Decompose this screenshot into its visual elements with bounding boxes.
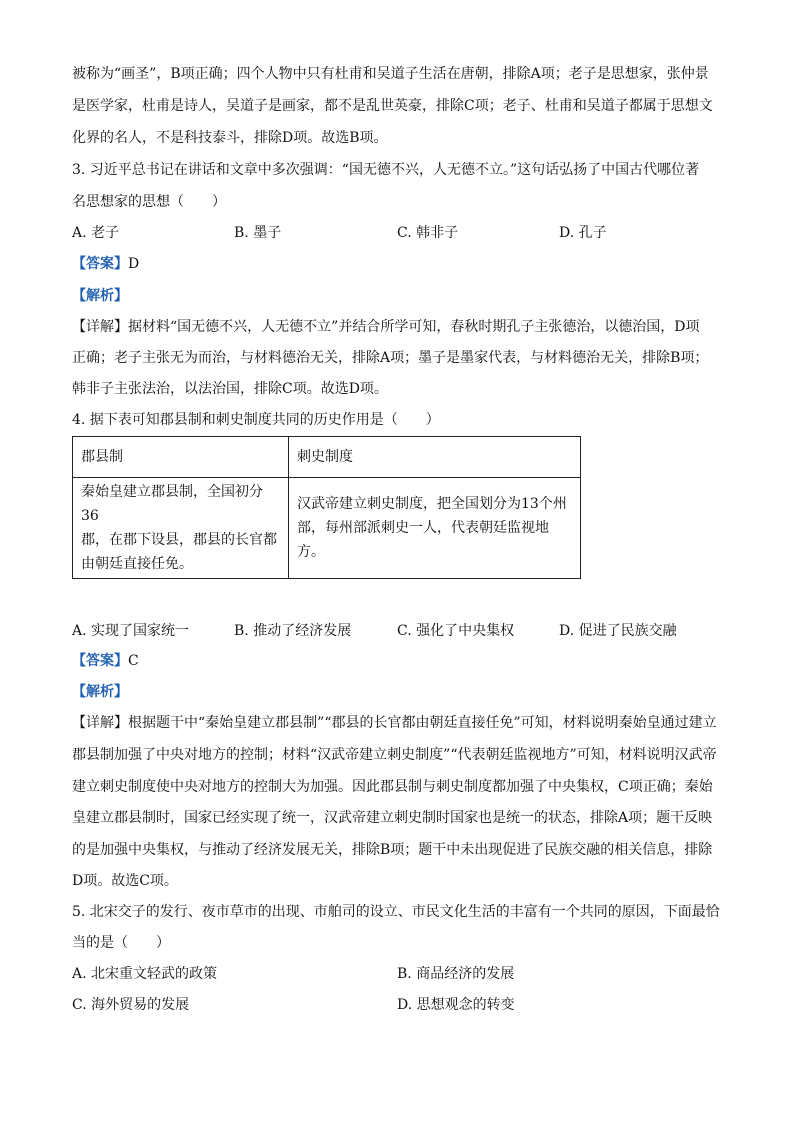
detail-text: 据材料“国无德不兴，人无德不立”并结合所学可知，春秋时期孔子主张德治，以德治国，D项: [128, 319, 700, 335]
detail-tag: 【详解】: [72, 715, 128, 731]
q3-stem-line-2: 名思想家的思想（ ）: [72, 194, 226, 210]
detail-text: 根据题干中“秦始皇建立郡县制”“郡县的长官都由朝廷直接任免”可知，材料说明秦始皇通过建立: [128, 715, 717, 731]
detail-tag: 【详解】: [72, 319, 128, 335]
answer-tag: 【答案】: [72, 256, 128, 272]
q3-detail-line-1: [72, 317, 724, 337]
q3-answer: [72, 254, 724, 274]
q4-detail-line-1: [72, 713, 724, 733]
q4-option-b: B. 推动了经济发展: [234, 623, 352, 639]
q3-option-b: B. 墨子: [234, 225, 282, 241]
q5-option-d: D. 思想观念的转变: [397, 997, 515, 1013]
table-cell: [73, 478, 289, 579]
q5-option-b: B. 商品经济的发展: [397, 966, 515, 982]
table-cell: [289, 478, 581, 579]
prev-detail-line-1: 被称为“画圣”，B项正确；四个人物中只有杜甫和吴道子生活在唐朝，排除A项；老子是思想家，张仲景: [72, 66, 709, 82]
q4-option-a: A. 实现了国家统一: [72, 623, 190, 639]
q5-option-a: A. 北宋重文轻武的政策: [72, 966, 218, 982]
q4-detail-line-6: D项。故选C项。: [72, 873, 178, 889]
q4-stem: 4. 据下表可知郡县制和刺史制度共同的历史作用是（ ）: [72, 412, 440, 428]
table-cell-line: 汉武帝建立刺史制度，把全国划分为13个州: [297, 496, 567, 512]
analysis-tag: 【解析】: [72, 684, 128, 700]
q3-option-c: C. 韩非子: [397, 225, 459, 241]
q3-option-a: A. 老子: [72, 225, 120, 241]
table-cell-line: 部，每州部派刺史一人，代表朝廷监视地方。: [297, 520, 549, 560]
table-header-cell: 郡县制: [73, 437, 289, 478]
q3-detail-line-2: 正确；老子主张无为而治，与材料德治无关，排除A项；墨子是墨家代表，与材料德治无关，排除B项；: [72, 350, 709, 366]
table-cell-line: 由朝廷直接任免。: [81, 556, 193, 572]
q4-analysis: [72, 682, 724, 702]
q4-detail-line-3: 建立刺史制度使中央对地方的控制大为加强。因此郡县制与刺史制度都加强了中央集权，C项正确；秦始: [72, 779, 713, 795]
table-header-cell: 刺史制度: [289, 437, 581, 478]
q5-stem-line-2: 当的是（ ）: [72, 935, 170, 951]
q5-stem-line-1: 5. 北宋交子的发行、夜市草市的出现、市舶司的设立、市民文化生活的丰富有一个共同的原因，下面最恰: [72, 904, 720, 920]
table-cell-line: 秦始皇建立郡县制，全国初分36: [81, 484, 263, 524]
q3-analysis: [72, 286, 724, 306]
q4-detail-line-4: 皇建立郡县制时，国家已经实现了统一，汉武帝建立刺史制时国家也是统一的状态，排除A项；题干反映: [72, 810, 713, 826]
comparison-table: [72, 436, 581, 579]
q5-option-c: C. 海外贸易的发展: [72, 997, 190, 1013]
q3-detail-line-3: 韩非子主张法治，以法治国，排除C项。故选D项。: [72, 381, 388, 397]
q4-detail-line-5: 的是加强中央集权，与推动了经济发展无关，排除B项；题干中未出现促进了民族交融的相关信息，排除: [72, 842, 713, 858]
table-row: [73, 478, 581, 579]
q4-option-c: C. 强化了中央集权: [397, 623, 515, 639]
answer-value: C: [128, 653, 139, 669]
q4-detail-line-2: 郡县制加强了中央对地方的控制；材料“汉武帝建立刺史制度”“代表朝廷监视地方”可知，材料说明汉武帝: [72, 747, 717, 763]
prev-detail-line-3: 化界的名人，不是科技泰斗，排除D项。故选B项。: [72, 130, 388, 146]
table-header-row: [73, 437, 581, 478]
answer-tag: 【答案】: [72, 653, 128, 669]
q3-stem-line-1: 3. 习近平总书记在讲话和文章中多次强调：“国无德不兴，人无德不立。”这句话弘扬了中国古代哪位著: [72, 162, 700, 178]
answer-value: D: [128, 256, 140, 272]
analysis-tag: 【解析】: [72, 288, 128, 304]
prev-detail-line-2: 是医学家，杜甫是诗人，吴道子是画家，都不是乱世英豪，排除C项；老子、杜甫和吴道子都属于思想文: [72, 98, 713, 114]
q4-answer: [72, 651, 724, 671]
table-cell-line: 郡，在郡下设县，郡县的长官都: [81, 532, 277, 548]
q3-option-d: D. 孔子: [559, 225, 607, 241]
q4-option-d: D. 促进了民族交融: [559, 623, 677, 639]
